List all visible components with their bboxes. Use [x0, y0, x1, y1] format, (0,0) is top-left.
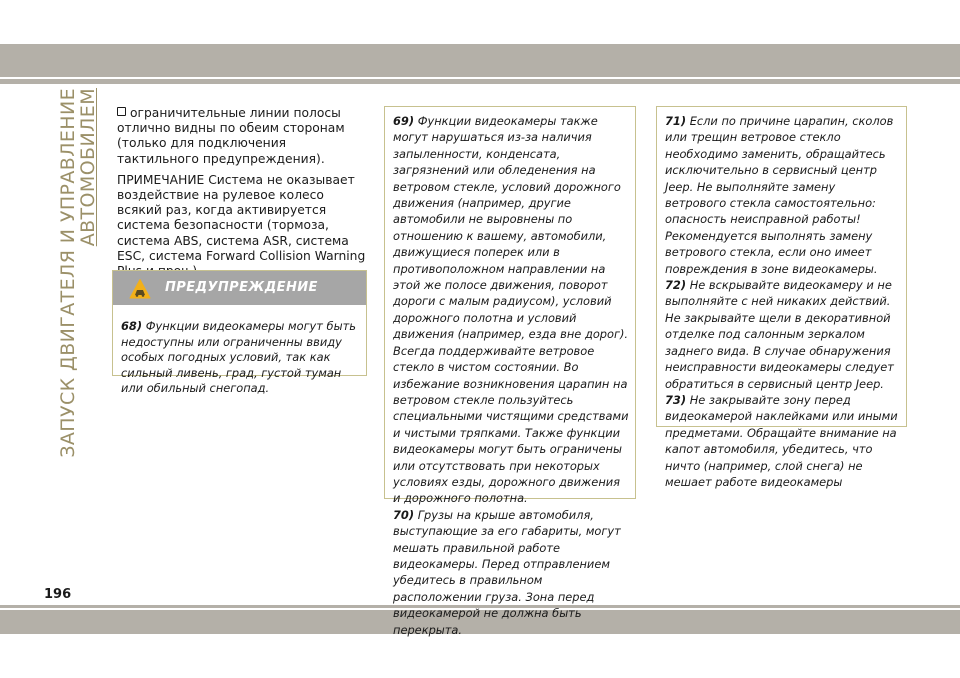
warning-body — [113, 305, 366, 397]
side-title-line-2: АВТОМОБИЛЕМ — [77, 88, 99, 247]
bullet-paragraph — [117, 106, 367, 167]
warning-triangle-icon — [129, 278, 151, 300]
warning-panel-3 — [656, 106, 907, 489]
page-number: 196 — [44, 587, 72, 602]
bullet-text: ограничительные линии полосы отлично видны по обеим сторонам (только для подключения тактильного предупреждения). — [117, 106, 345, 166]
warning-box — [112, 270, 367, 396]
item-text: Не закрывайте зону перед видеокамерой наклейками или иными предметами. Обращайте внимание на капот автомобиля, убедитесь, что ничто (например, слой снега) не мешает работе видеокамеры — [665, 392, 898, 489]
warning-header — [113, 271, 366, 305]
item-number: 71) — [665, 114, 687, 128]
note-paragraph: ПРИМЕЧАНИЕ Система не оказывает воздействие на рулевое колесо всякий раз, когда активируется система безопасности (тормоза, система ABS, система ASR, система ESC, система Forward Collision Warning — [117, 172, 366, 263]
item-text: Функции видеокамеры также могут нарушаться из-за наличия запыленности, конденсата, загрязнений или обледенения на ветровом стекле, условий дорожного движения (например, другие автомобили не выровнены по отношению к вашему, автомобили, движущиеся поперек или в противоположном направлении на этой же полосе движения, поворот дороги с малым радиусом), условий дорожного полотна и условий движения (например, езда вне дорог). Всегда поддерживайте ветровое стекло в чистом состоянии. Во избежание возникновения царапин на ветровом стекле пользуйтесь специальными чистящими средствами и чистыми тряпками. Также функции видеокамеры могут быть ограничены или отсутствовать при некоторых условиях езды, дорожного движения и дорожного полотна. — [393, 114, 629, 506]
item-text: Если по причине царапин, сколов или трещин ветровое стекло необходимо заменить, обращайтесь исключительно в сервисный центр Jeep. Не выполняйте замену ветрового стекла самостоятельно: опасность неисправной работы! Рекомендуется выполнять замену ветрового стекла, если оно имеет повреждения в зоне видеокамеры. — [665, 114, 894, 276]
warning-item — [665, 277, 900, 392]
warning-item — [393, 507, 629, 638]
item-number: 73) — [665, 392, 687, 407]
warning-title: ПРЕДУПРЕЖДЕНИЕ — [165, 280, 318, 295]
warning-item — [393, 113, 629, 507]
header-band-line — [0, 79, 960, 84]
item-number: 72) — [665, 278, 687, 293]
item-number: 69) — [393, 114, 415, 128]
side-title-line-1: ЗАПУСК ДВИГАТЕЛЯ И УПРАВЛЕНИЕ — [57, 88, 79, 458]
warning-item — [665, 392, 900, 490]
column-1 — [117, 106, 367, 285]
item-text: Грузы на крыше автомобиля, выступающие за его габариты, могут мешать правильной работе видеокамеры. Перед отправлением убедитесь в правильном расположении груза. Зона перед видеокамерой не должна быть перекрыта. — [393, 507, 621, 637]
item-text: Не вскрывайте видеокамеру и не выполняйте с ней никаких действий. Не закрывайте щели в декоративной отделке под салонным зеркалом заднего вида. В случае обнаружения неисправности видеокамеры следует обратиться в сервисный центр Jeep. — [665, 278, 894, 391]
warning-item — [665, 113, 900, 277]
item-text: Функции видеокамеры могут быть недоступны или ограниченны ввиду особых погодных условий, так как сильный ливень, град, густой туман или обильный снегопад. — [121, 319, 356, 396]
item-number: 70) — [393, 507, 415, 522]
checkbox-bullet-icon — [117, 107, 126, 116]
item-number: 68) — [121, 319, 143, 333]
warning-panel-2 — [384, 106, 636, 637]
header-band — [0, 44, 960, 77]
warning-item — [121, 319, 356, 397]
side-section-title — [58, 88, 98, 488]
